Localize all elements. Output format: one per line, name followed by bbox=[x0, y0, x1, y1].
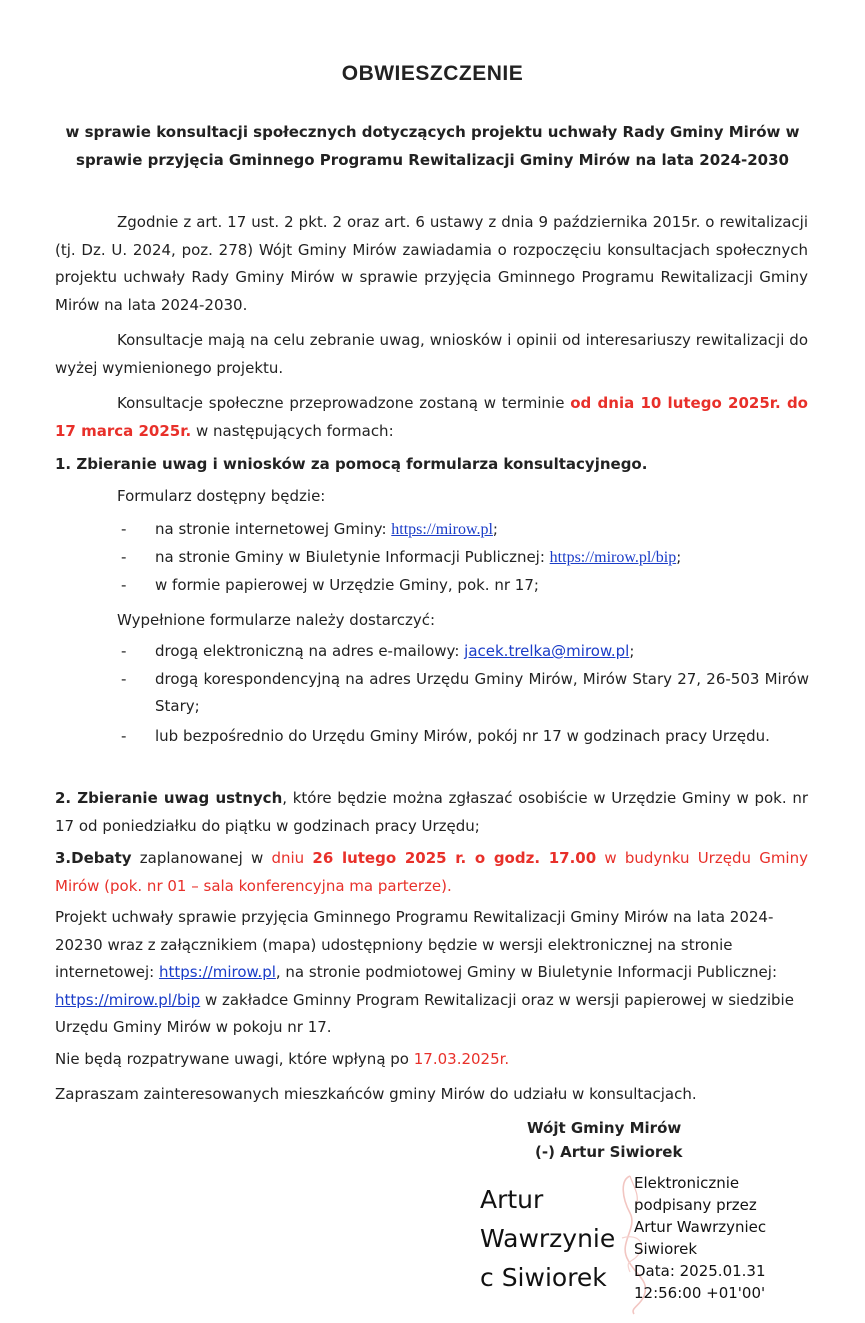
consultation-term-text: Konsultacje społeczne przeprowadzone zostaną w terminie bbox=[117, 394, 571, 412]
e-signature-info-line: podpisany przez bbox=[634, 1196, 757, 1214]
e-signature-info-line: Siwiorek bbox=[634, 1240, 698, 1258]
invitation-paragraph: Zapraszam zainteresowanych mieszkańców gminy Mirów do udziału w konsultacjach. bbox=[55, 1085, 697, 1103]
signatory-title: Wójt Gminy Mirów bbox=[527, 1119, 682, 1137]
list-item-end: ; bbox=[676, 548, 682, 566]
bip-link[interactable]: https://mirow.pl/bip bbox=[549, 549, 677, 566]
deadline-text: Nie będą rozpatrywane uwagi, które wpłyną po bbox=[55, 1050, 414, 1068]
list-dash: - bbox=[121, 727, 127, 745]
form-delivery-label: Wypełnione formularze należy dostarczyć: bbox=[117, 611, 436, 629]
list-dash: - bbox=[121, 576, 127, 594]
project-paragraph bbox=[55, 904, 808, 1042]
document-subtitle: w sprawie konsultacji społecznych dotyczących projektu uchwały Rady Gminy Mirów w sprawie przyjęcia Gminnego Programu Rewitalizacji Gminy Mirów na lata 2024-2030 bbox=[65, 123, 800, 169]
list-item bbox=[117, 723, 809, 750]
list-item bbox=[117, 666, 809, 720]
list-item-text: w formie papierowej w Urzędzie Gminy, pok. nr 17; bbox=[155, 576, 539, 594]
intro-paragraph-1: Zgodnie z art. 17 ust. 2 pkt. 2 oraz art. 6 ustawy z dnia 9 października 2015r. o rewitalizacji (tj. Dz. U. 2024, poz. 278) Wójt Gminy Mirów zawiadamia o rozpoczęciu konsultacjach społecznych projektu uchwały Rady Gminy Mirów w sprawie przyjęcia Gminnego Programu Rewitalizacji Gminy Mirów na lata 2024-2030. bbox=[55, 213, 808, 314]
signatory-name: (-) Artur Siwiorek bbox=[535, 1143, 683, 1161]
document-title: OBWIESZCZENIE bbox=[341, 62, 524, 85]
e-signature-info-line: Artur Wawrzyniec bbox=[634, 1218, 767, 1236]
e-signature-name-line: c Siwiorek bbox=[480, 1263, 607, 1292]
electronic-signature-info bbox=[634, 1172, 824, 1304]
deadline-paragraph bbox=[55, 1046, 808, 1074]
section-2-paragraph bbox=[55, 785, 808, 840]
website-link[interactable]: https://mirow.pl bbox=[391, 521, 493, 538]
project-text-3: w zakładce Gminny Program Rewitalizacji oraz w wersji papierowej w siedzibie Urzędu Gminy Mirów w pokoju nr 17. bbox=[55, 990, 794, 1036]
email-link[interactable]: jacek.trelka@mirow.pl bbox=[464, 642, 630, 660]
section-1-heading: 1. Zbieranie uwag i wniosków za pomocą formularza konsultacyjnego. bbox=[55, 455, 648, 473]
list-item bbox=[117, 516, 809, 543]
e-signature-info-line: 12:56:00 +01'00' bbox=[634, 1284, 766, 1302]
list-item-text: na stronie Gminy w Biuletynie Informacji Publicznej: bbox=[155, 548, 550, 566]
consultation-dates: od dnia 10 lutego 2025r. do 17 marca 2025r. bbox=[55, 394, 808, 440]
list-item-text: lub bezpośrednio do Urzędu Gminy Mirów, pokój nr 17 w godzinach pracy Urzędu. bbox=[155, 727, 770, 745]
list-dash: - bbox=[121, 670, 127, 688]
form-available-label: Formularz dostępny będzie: bbox=[117, 487, 326, 505]
e-signature-name-line: Artur bbox=[480, 1185, 544, 1214]
section-3-heading: 3.Debaty bbox=[55, 849, 132, 867]
intro-paragraph-3 bbox=[55, 390, 808, 445]
list-item bbox=[117, 638, 809, 665]
list-item bbox=[117, 544, 809, 571]
e-signature-info-line: Data: 2025.01.31 bbox=[634, 1262, 766, 1280]
list-dash: - bbox=[121, 548, 127, 566]
section-3-text: zaplanowanej w bbox=[131, 849, 272, 867]
deadline-date: 17.03.2025r. bbox=[413, 1050, 510, 1068]
list-item-end: ; bbox=[629, 642, 635, 660]
list-item bbox=[117, 572, 809, 599]
section-3-paragraph bbox=[55, 845, 808, 900]
list-dash: - bbox=[121, 520, 127, 538]
e-signature-info-line: Elektronicznie bbox=[634, 1174, 740, 1192]
list-item-end: ; bbox=[492, 520, 498, 538]
list-item-text: drogą elektroniczną na adres e-mailowy: bbox=[155, 642, 465, 660]
section-2-text: , które będzie można zgłaszać osobiście w Urzędzie Gminy w pok. nr 17 od poniedziałku do piątku w godzinach pracy Urzędu; bbox=[55, 789, 808, 835]
debate-date: 26 lutego 2025 r. o godz. 17.00 bbox=[312, 849, 597, 867]
bip-link[interactable]: https://mirow.pl/bip bbox=[55, 990, 201, 1009]
debate-location: w budynku Urzędu Gminy Mirów (pok. nr 01 – sala konferencyjna ma parterze). bbox=[55, 849, 808, 895]
consultation-forms-text: w następujących formach: bbox=[191, 421, 394, 440]
debate-day-label: dniu bbox=[271, 849, 313, 867]
project-text-2: , na stronie podmiotowej Gminy w Biuletynie Informacji Publicznej: bbox=[275, 963, 777, 981]
e-signature-name-line: Wawrzynie bbox=[480, 1224, 616, 1253]
list-dash: - bbox=[121, 642, 127, 660]
project-text-1: Projekt uchwały sprawie przyjęcia Gminnego Programu Rewitalizacji Gminy Mirów na lata 2024-20230 wraz z załącznikiem (mapa) udostępniony będzie w wersji elektronicznej na stronie internetowej: bbox=[55, 908, 774, 981]
list-item-text: drogą korespondencyjną na adres Urzędu Gminy Mirów, Mirów Stary 27, 26-503 Mirów Stary; bbox=[155, 670, 809, 715]
intro-paragraph-2: Konsultacje mają na celu zebranie uwag, wniosków i opinii od interesariuszy rewitalizacji do wyżej wymienionego projektu. bbox=[55, 331, 808, 377]
website-link[interactable]: https://mirow.pl bbox=[158, 963, 276, 981]
list-item-text: na stronie internetowej Gminy: bbox=[155, 520, 392, 538]
section-2-heading: 2. Zbieranie uwag ustnych bbox=[55, 789, 283, 807]
